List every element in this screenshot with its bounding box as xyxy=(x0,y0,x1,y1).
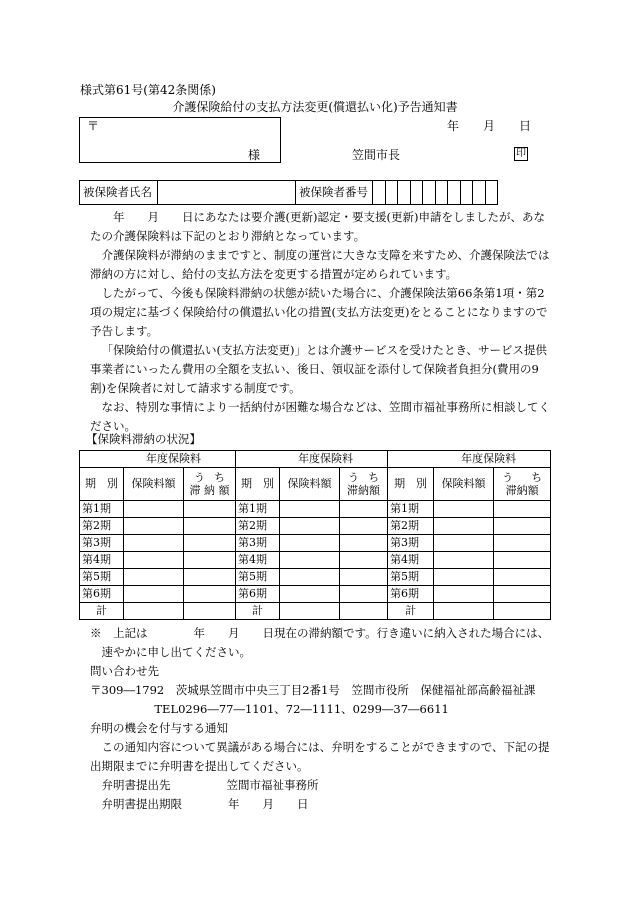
table-row: 第2期 第2期 第2期 xyxy=(80,518,551,535)
insured-name-label: 被保険者氏名 xyxy=(80,181,158,205)
insured-number-digit xyxy=(460,181,473,205)
seal-mark: 印 xyxy=(516,148,526,159)
arrears-status-table xyxy=(79,450,551,620)
col-premium: 保険料額 xyxy=(280,468,340,501)
table-row: 第4期 第4期 第4期 xyxy=(80,552,551,569)
total-label: 計 xyxy=(388,603,434,620)
insured-number-digit xyxy=(385,181,398,205)
col-arrears: う ち 滞 納 額 xyxy=(184,468,236,501)
contact-address: 〒309―1792 茨城県笠間市中央三丁目2番1号 笠間市役所 保健福祉部高齢福祉課 xyxy=(90,683,536,697)
col-period: 期 別 xyxy=(80,468,124,501)
body-paragraph: なお、特別な事情により一括納付が困難な場合などは、笠間市福祉事務所に相談してください。 xyxy=(90,400,550,433)
fiscal-year-header: 年度保険料 xyxy=(236,451,388,468)
submit-deadline: 弁明書提出期限 年 月 日 xyxy=(101,797,309,811)
insured-number-digit xyxy=(373,181,386,205)
insured-name-field xyxy=(158,181,296,205)
insured-number-digit xyxy=(410,181,423,205)
fiscal-year-header: 年度保険料 xyxy=(388,451,551,468)
total-label: 計 xyxy=(80,603,124,620)
appeal-heading: 弁明の機会を付与する通知 xyxy=(90,721,228,735)
form-number: 様式第61号(第42条関係) xyxy=(80,83,216,97)
col-period: 期 別 xyxy=(388,468,434,501)
table-row xyxy=(80,603,551,620)
insured-number-digit xyxy=(423,181,436,205)
col-arrears: う ち 滞納額 xyxy=(494,468,551,501)
issue-date: 年 月 日 xyxy=(447,119,532,133)
contact-heading: 問い合わせ先 xyxy=(90,664,159,678)
remark-line: 速やかに申し出てください。 xyxy=(101,645,251,659)
honorific-sama: 様 xyxy=(248,148,261,162)
document-title: 介護保険給付の支払方法変更(償還払い化)予告通知書 xyxy=(172,100,458,114)
insured-number-digit xyxy=(435,181,448,205)
body-paragraph: したがって、今後も保険料滞納の状態が続いた場合に、介護保険法第66条第1項・第2項の規定に基づく保険給付の償還払い化の措置(支払方法変更)をとることになりますので予告します。 xyxy=(90,286,548,338)
table-row: 第5期 第5期 第5期 xyxy=(80,569,551,586)
total-label: 計 xyxy=(236,603,280,620)
table-row: 第1期 第1期 第1期 xyxy=(80,501,551,518)
insured-number-digit xyxy=(473,181,486,205)
remark-line: ※ 上記は 年 月 日現在の滞納額です。行き違いに納入された場合には、 xyxy=(90,626,550,640)
insured-number-digit xyxy=(398,181,411,205)
contact-tel: TEL0296―77―1101、72―1111、0299―37―6611 xyxy=(154,702,449,716)
body-paragraph: 年 月 日にあなたは要介護(更新)認定・要支援(更新)申請をしましたが、あなたの介護保険料は下記のとおり滞納となっています。 xyxy=(90,210,545,243)
issuer-name: 笠間市長 xyxy=(352,148,401,162)
arrears-status-title: 【保険料滞納の状況】 xyxy=(86,432,201,446)
notes-section xyxy=(90,624,550,814)
insured-number-label: 被保険者番号 xyxy=(296,181,373,205)
appeal-text: この通知内容について異議がある場合には、弁明をすることができますので、下記の提出期限までに弁明書を提出してください。 xyxy=(90,740,550,773)
insured-number-digit xyxy=(448,181,461,205)
postal-mark: 〒 xyxy=(87,119,100,133)
body-paragraph: 介護保険料が滞納のままですと、制度の運営に大きな支障を来すため、介護保険法では滞納の方に対し、給付の支払方法を変更する措置が定められています。 xyxy=(90,248,550,281)
col-premium: 保険料額 xyxy=(434,468,494,501)
fiscal-year-header: 年度保険料 xyxy=(80,451,236,468)
col-premium: 保険料額 xyxy=(124,468,184,501)
col-arrears: う ち 滞納額 xyxy=(340,468,388,501)
table-row: 第6期 第6期 第6期 xyxy=(80,586,551,603)
table-row: 第3期 第3期 第3期 xyxy=(80,535,551,552)
body-paragraph: 「保険給付の償還払い(支払方法変更)」とは介護サービスを受けたとき、サービス提供事業者にいったん費用の全額を支払い、後日、領収証を添付して保険者負担分(費用の9割)を保険者に対して請求する制度です。 xyxy=(90,343,548,395)
notice-body xyxy=(90,208,550,436)
insured-info-table xyxy=(79,180,498,205)
col-period: 期 別 xyxy=(236,468,280,501)
insured-number-digit xyxy=(485,181,498,205)
submit-to: 弁明書提出先 笠間市福祉事務所 xyxy=(101,778,319,792)
